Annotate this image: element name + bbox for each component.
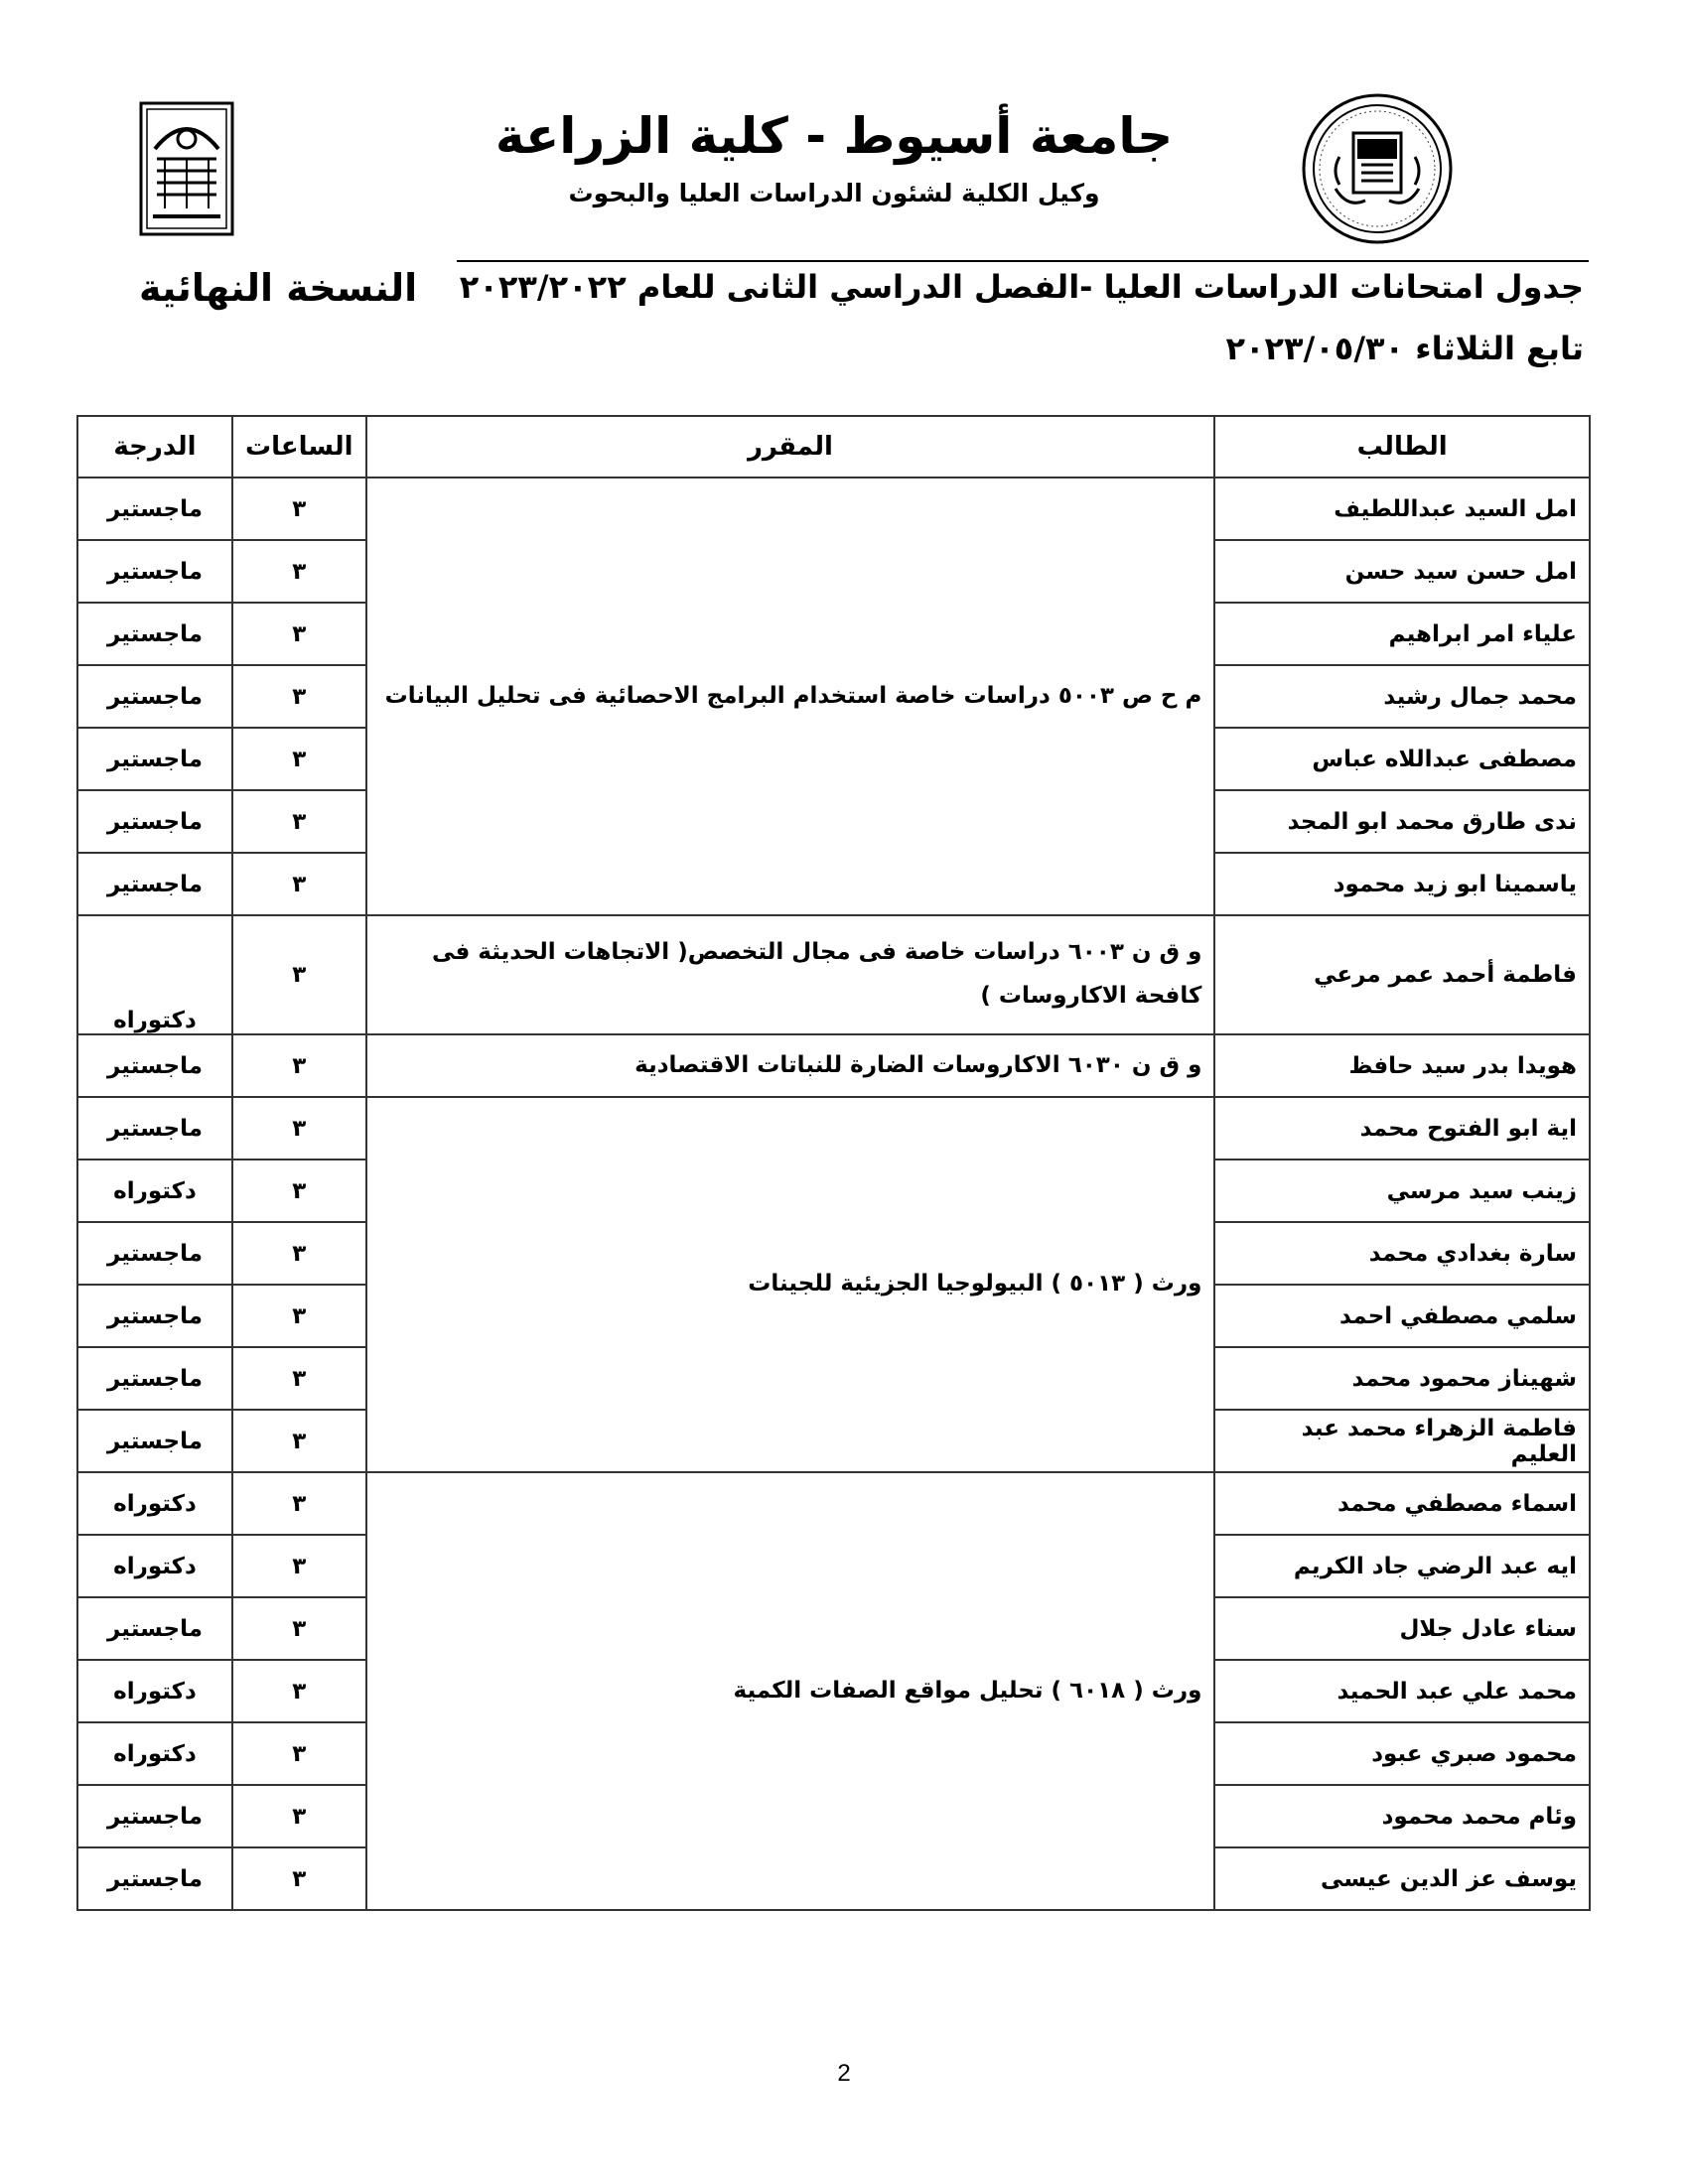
credit-hours: ٣ [232, 728, 366, 790]
vice-dean-subtitle: وكيل الكلية لشئون الدراسات العليا والبحوث [568, 179, 1100, 207]
credit-hours: ٣ [232, 1660, 366, 1722]
degree: دكتوراه [77, 1660, 232, 1722]
student-name: وئام محمد محمود [1214, 1785, 1590, 1847]
credit-hours: ٣ [232, 1285, 366, 1347]
header-hours: الساعات [232, 416, 366, 478]
header-student: الطالب [1214, 416, 1590, 478]
credit-hours: ٣ [232, 478, 366, 540]
student-name: فاطمة الزهراء محمد عبد العليم [1214, 1410, 1590, 1472]
course-name: و ق ن ٦٠٠٣ دراسات خاصة فى مجال التخصص( الاتجاهات الحديثة فى كافحة الاكاروسات ) [366, 915, 1215, 1034]
credit-hours: ٣ [232, 1472, 366, 1535]
credit-hours: ٣ [232, 915, 366, 1034]
faculty-logo [137, 99, 236, 238]
student-name: محمد علي عبد الحميد [1214, 1660, 1590, 1722]
student-name: امل حسن سيد حسن [1214, 540, 1590, 603]
course-name: و ق ن ٦٠٣٠ الاكاروسات الضارة للنباتات الاقتصادية [366, 1034, 1215, 1097]
credit-hours: ٣ [232, 665, 366, 728]
degree: ماجستير [77, 1285, 232, 1347]
university-title: جامعة أسيوط - كلية الزراعة [494, 107, 1174, 165]
credit-hours: ٣ [232, 790, 366, 853]
credit-hours: ٣ [232, 1097, 366, 1160]
table-row [77, 1097, 1590, 1160]
credit-hours: ٣ [232, 1597, 366, 1660]
student-name: زينب سيد مرسي [1214, 1160, 1590, 1222]
credit-hours: ٣ [232, 603, 366, 665]
degree: ماجستير [77, 1785, 232, 1847]
degree: دكتوراه [77, 1472, 232, 1535]
student-name: امل السيد عبداللطيف [1214, 478, 1590, 540]
student-name: هويدا بدر سيد حافظ [1214, 1034, 1590, 1097]
degree: ماجستير [77, 603, 232, 665]
degree: ماجستير [77, 853, 232, 915]
degree: ماجستير [77, 1347, 232, 1410]
course-name: ورث ( ٥٠١٣ ) البيولوجيا الجزيئية للجينات [366, 1097, 1215, 1472]
header-divider [457, 260, 1589, 262]
degree: ماجستير [77, 728, 232, 790]
degree: ماجستير [77, 1410, 232, 1472]
degree: ماجستير [77, 1034, 232, 1097]
credit-hours: ٣ [232, 853, 366, 915]
student-name: ايه عبد الرضي جاد الكريم [1214, 1535, 1590, 1597]
exam-date: تابع الثلاثاء ٢٠٢٣/٠٥/٣٠ [1225, 330, 1584, 367]
credit-hours: ٣ [232, 1722, 366, 1785]
student-name: علياء امر ابراهيم [1214, 603, 1590, 665]
exam-schedule-table [76, 415, 1591, 1911]
degree: دكتوراه [77, 915, 232, 1034]
student-name: محمد جمال رشيد [1214, 665, 1590, 728]
credit-hours: ٣ [232, 1034, 366, 1097]
course-name: م ح ص ٥٠٠٣ دراسات خاصة استخدام البرامج الاحصائية فى تحليل البيانات [366, 478, 1215, 915]
student-name: ندى طارق محمد ابو المجد [1214, 790, 1590, 853]
degree: ماجستير [77, 540, 232, 603]
university-seal-logo [1296, 89, 1460, 248]
student-name: محمود صبري عبود [1214, 1722, 1590, 1785]
degree: ماجستير [77, 1847, 232, 1910]
student-name: يوسف عز الدين عيسى [1214, 1847, 1590, 1910]
degree: دكتوراه [77, 1160, 232, 1222]
table-header-row [77, 416, 1590, 478]
student-name: اسماء مصطفي محمد [1214, 1472, 1590, 1535]
final-version-label: النسخة النهائية [139, 266, 418, 310]
degree: دكتوراه [77, 1535, 232, 1597]
page-number: 2 [837, 2060, 851, 2087]
table-row [77, 1034, 1590, 1097]
table-row [77, 1472, 1590, 1535]
student-name: سارة بغدادي محمد [1214, 1222, 1590, 1285]
credit-hours: ٣ [232, 540, 366, 603]
student-name: سلمي مصطفي احمد [1214, 1285, 1590, 1347]
student-name: ياسمينا ابو زيد محمود [1214, 853, 1590, 915]
credit-hours: ٣ [232, 1410, 366, 1472]
course-name: ورث ( ٦٠١٨ ) تحليل مواقع الصفات الكمية [366, 1472, 1215, 1910]
credit-hours: ٣ [232, 1222, 366, 1285]
degree: ماجستير [77, 478, 232, 540]
table-row [77, 478, 1590, 540]
degree: ماجستير [77, 1597, 232, 1660]
credit-hours: ٣ [232, 1347, 366, 1410]
degree: دكتوراه [77, 1722, 232, 1785]
schedule-title: جدول امتحانات الدراسات العليا -الفصل الدراسي الثانى للعام ٢٠٢٣/٢٠٢٢ [459, 268, 1584, 306]
student-name: فاطمة أحمد عمر مرعي [1214, 915, 1590, 1034]
credit-hours: ٣ [232, 1785, 366, 1847]
credit-hours: ٣ [232, 1847, 366, 1910]
header-course: المقرر [366, 416, 1215, 478]
table-row [77, 915, 1590, 1034]
student-name: اية ابو الفتوح محمد [1214, 1097, 1590, 1160]
student-name: شهيناز محمود محمد [1214, 1347, 1590, 1410]
header-degree: الدرجة [77, 416, 232, 478]
degree: ماجستير [77, 1222, 232, 1285]
credit-hours: ٣ [232, 1535, 366, 1597]
degree: ماجستير [77, 1097, 232, 1160]
credit-hours: ٣ [232, 1160, 366, 1222]
degree: ماجستير [77, 790, 232, 853]
student-name: سناء عادل جلال [1214, 1597, 1590, 1660]
student-name: مصطفى عبداللاه عباس [1214, 728, 1590, 790]
degree: ماجستير [77, 665, 232, 728]
